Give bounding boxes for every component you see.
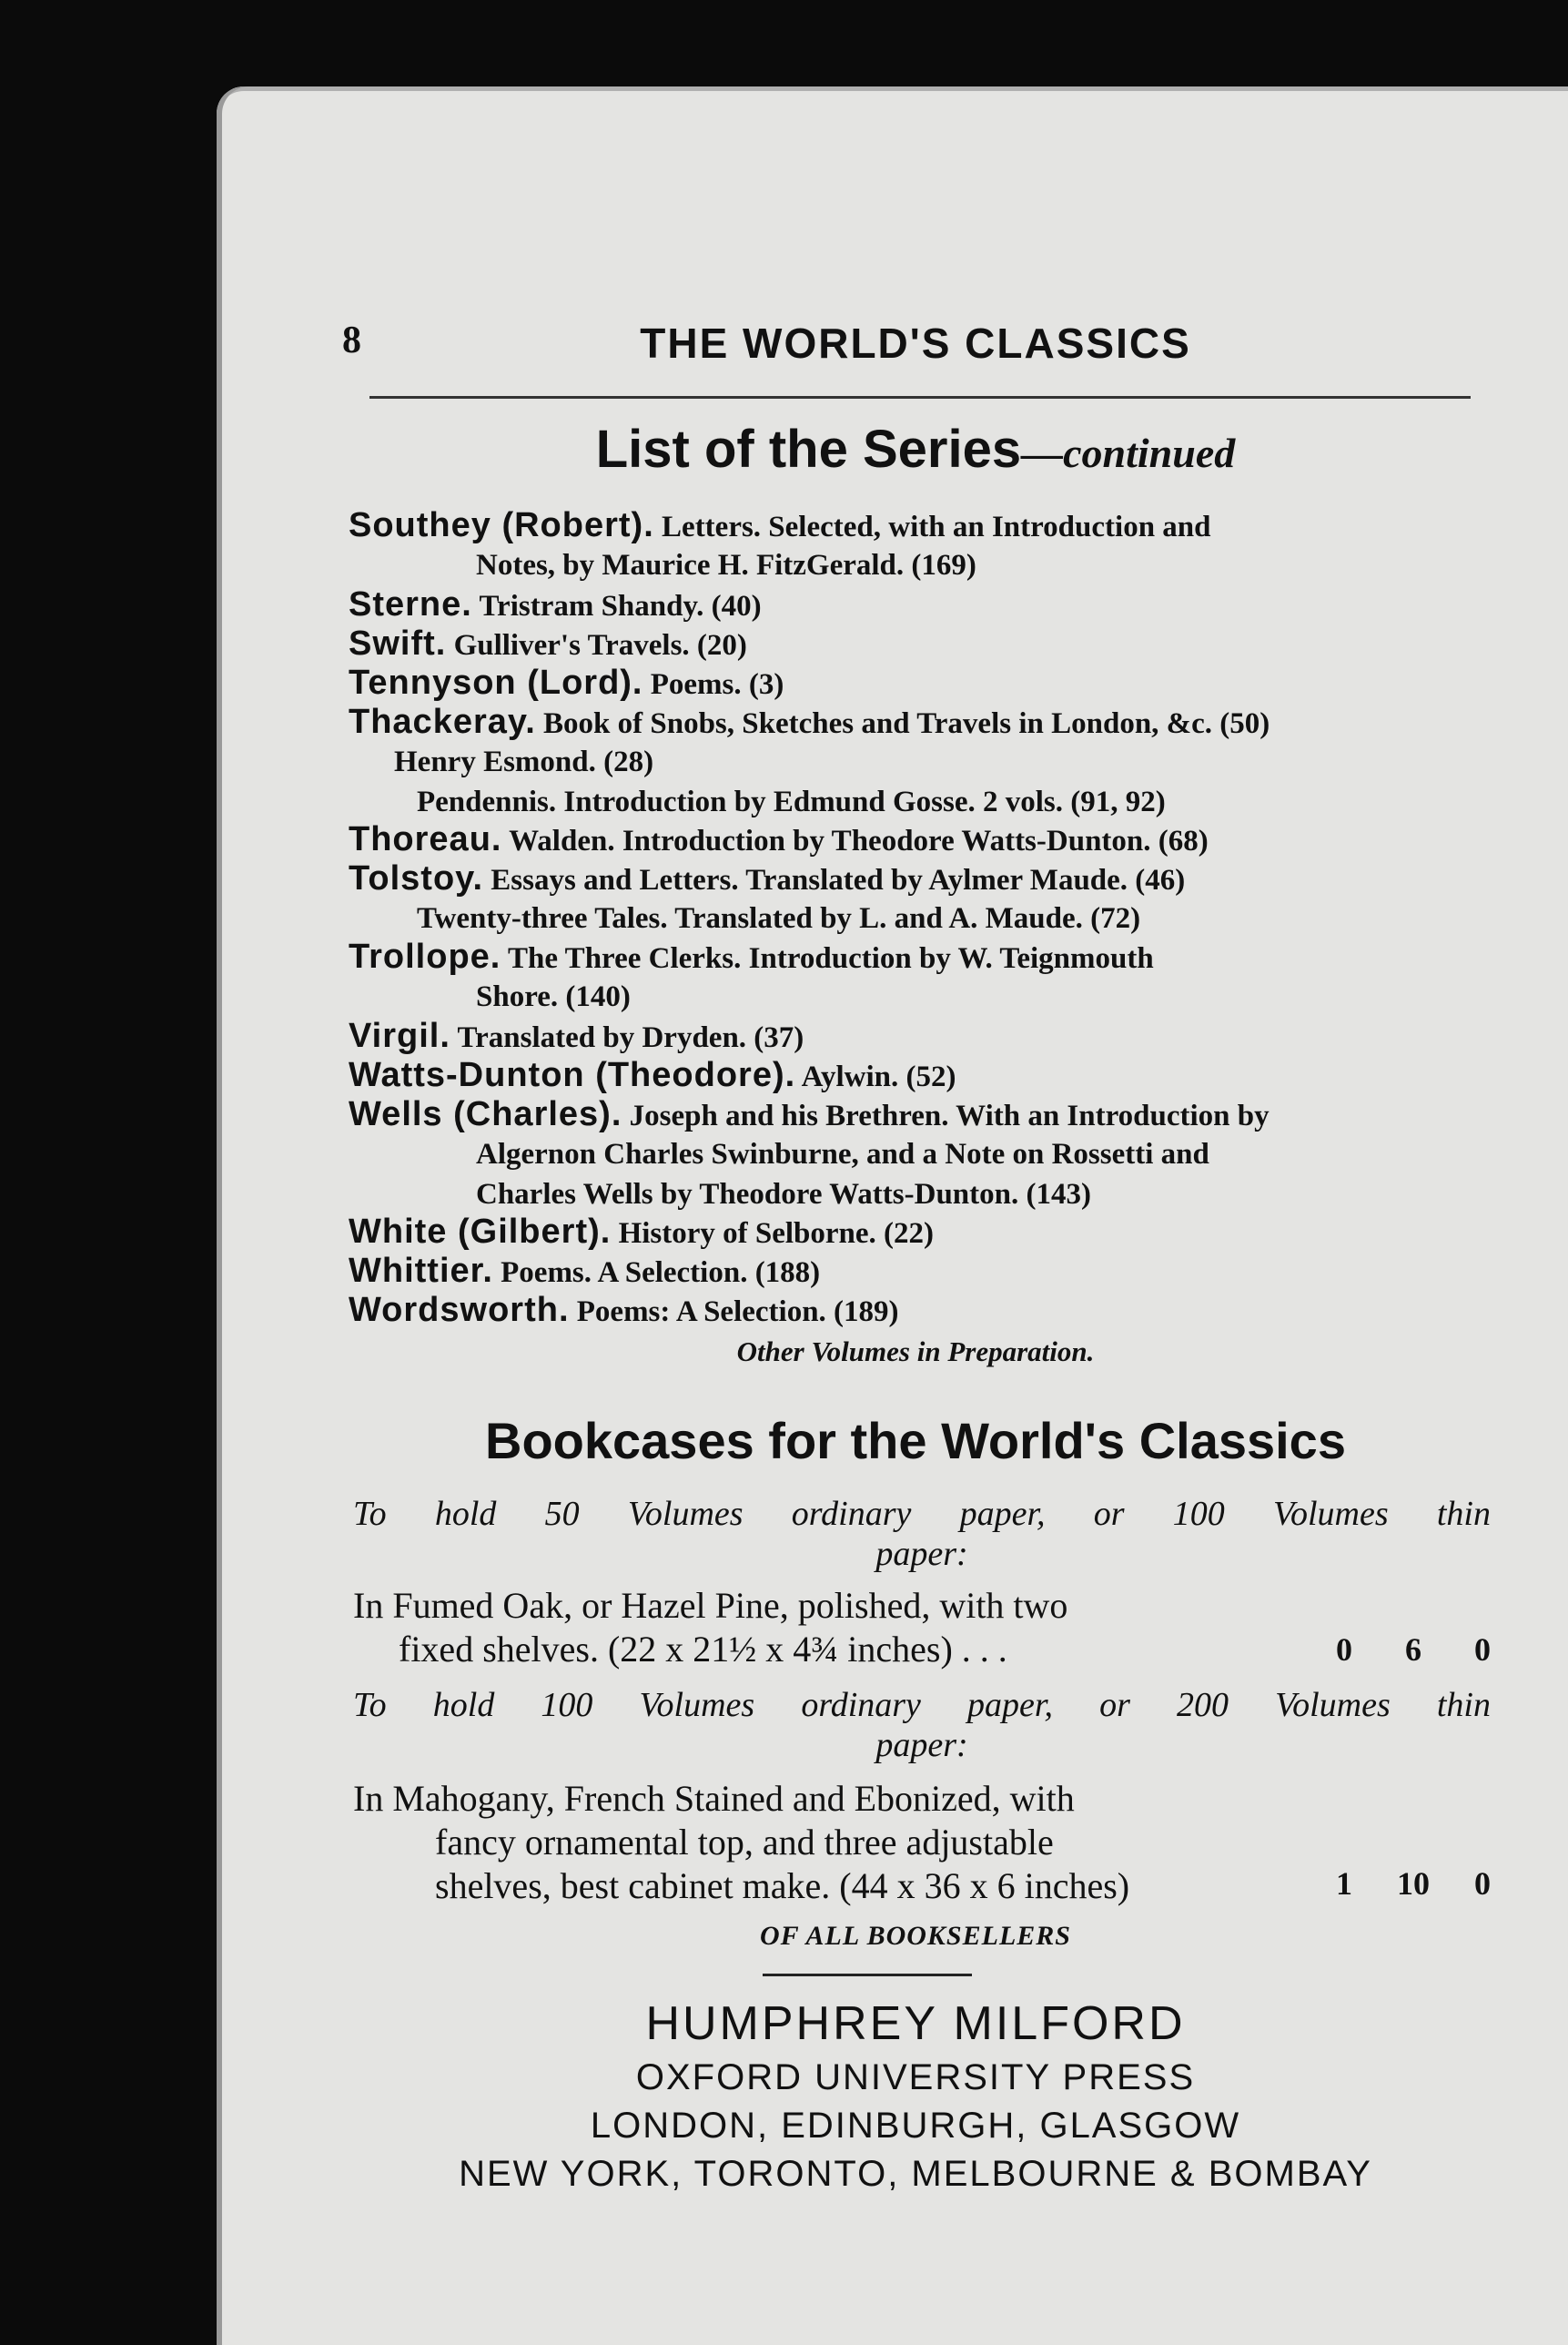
entry-author: White (Gilbert). — [349, 1213, 612, 1251]
entry-continuation: Charles Wells by Theodore Watts-Dunton. (143) — [476, 1178, 1091, 1211]
bookcases-title: Bookcases for the World's Classics — [485, 1412, 1346, 1469]
entry-author: Wordsworth. — [349, 1291, 570, 1329]
publisher-name: HUMPHREY MILFORD — [645, 1997, 1186, 2050]
bookcase-desc-line: fancy ornamental top, and three adjustable — [435, 1822, 1054, 1863]
entry-author: Thackeray. — [349, 703, 536, 741]
entry-text: Joseph and his Brethren. With an Introduction by — [629, 1100, 1270, 1132]
entry-text: Poems. (3) — [650, 668, 784, 701]
entry-continuation: Pendennis. Introduction by Edmund Gosse. 2 vols. (91, 92) — [417, 786, 1166, 818]
entry-text: Book of Snobs, Sketches and Travels in London, &c. (50) — [543, 707, 1270, 740]
price-shillings: 10 — [1397, 1865, 1430, 1902]
entry-author: Virgil. — [349, 1017, 450, 1055]
entry-author: Swift. — [349, 624, 447, 663]
list-item — [349, 505, 1493, 582]
list-item — [349, 1290, 1493, 1332]
entry-continuation: Shore. (140) — [476, 980, 631, 1013]
entry-text: Translated by Dryden. (37) — [457, 1021, 804, 1054]
booksellers-note: OF ALL BOOKSELLERS — [760, 1921, 1071, 1951]
entry-author: Watts-Dunton (Theodore). — [349, 1056, 796, 1094]
bookcase-desc-line: In Mahogany, French Stained and Ebonized, with — [353, 1778, 1075, 1819]
bookcase-desc-line: shelves, best cabinet make. (44 x 36 x 6 inches) — [435, 1865, 1130, 1906]
entry-author: Southey (Robert). — [349, 506, 654, 544]
series-continued: —continued — [1021, 430, 1236, 476]
entry-continuation: Notes, by Maurice H. FitzGerald. (169) — [476, 549, 976, 582]
list-item — [349, 858, 1493, 935]
list-item — [349, 624, 1493, 665]
list-item — [349, 1094, 1493, 1211]
list-item — [349, 1055, 1493, 1097]
entry-author: Whittier. — [349, 1252, 493, 1290]
entry-continuation: Twenty-three Tales. Translated by L. and A. Maude. (72) — [417, 902, 1141, 935]
cities-line-2: NEW YORK, TORONTO, MELBOURNE & BOMBAY — [459, 2154, 1372, 2194]
list-item — [349, 702, 1493, 818]
bookcase-price — [1336, 1864, 1491, 1903]
entry-text: Walden. Introduction by Theodore Watts-Dunton. (68) — [509, 825, 1209, 858]
list-item — [349, 1212, 1493, 1254]
entry-author: Tolstoy. — [349, 859, 484, 898]
entry-author: Sterne. — [349, 585, 472, 624]
price-pounds: 0 — [1336, 1631, 1352, 1668]
bookcase-price — [1336, 1630, 1491, 1669]
list-item — [349, 663, 1493, 705]
book-page — [217, 86, 1568, 2345]
bookcase-heading-cont: paper: — [875, 1726, 968, 1764]
entry-text: The Three Clerks. Introduction by W. Teignmouth — [508, 942, 1154, 975]
list-item — [349, 1016, 1493, 1058]
entry-author: Thoreau. — [349, 820, 502, 858]
list-item — [349, 819, 1493, 861]
press-name: OXFORD UNIVERSITY PRESS — [635, 2057, 1196, 2097]
bookcase-heading: To hold 100 Volumes ordinary paper, or 200 Volumes thin — [353, 1686, 1491, 1724]
list-item — [349, 584, 1493, 626]
entry-text: Poems: A Selection. (189) — [576, 1295, 899, 1328]
preparation-note: Other Volumes in Preparation. — [736, 1335, 1095, 1367]
entry-continuation: Algernon Charles Swinburne, and a Note on Rossetti and — [476, 1138, 1209, 1171]
cities-line-1: LONDON, EDINBURGH, GLASGOW — [590, 2106, 1241, 2146]
entry-author: Wells (Charles). — [349, 1095, 622, 1133]
bookcase-desc-line: In Fumed Oak, or Hazel Pine, polished, with two — [353, 1585, 1068, 1626]
entry-text: History of Selborne. (22) — [618, 1217, 935, 1250]
list-item — [349, 1251, 1493, 1293]
entry-text: Poems. A Selection. (188) — [501, 1256, 821, 1289]
entry-text: Essays and Letters. Translated by Aylmer Maude. (46) — [491, 864, 1186, 897]
imprint-rule — [763, 1974, 972, 1976]
entry-author: Tennyson (Lord). — [349, 664, 643, 702]
series-title — [342, 419, 1489, 480]
running-title: THE WORLD'S CLASSICS — [640, 320, 1191, 367]
entry-text: Tristram Shandy. (40) — [479, 590, 762, 623]
entry-text: Aylwin. (52) — [801, 1061, 956, 1093]
entry-text: Letters. Selected, with an Introduction and — [662, 511, 1211, 543]
price-shillings: 6 — [1405, 1631, 1421, 1668]
bookcase-heading-cont: paper: — [875, 1535, 968, 1573]
entry-author: Trollope. — [349, 938, 501, 976]
price-pounds: 1 — [1336, 1865, 1352, 1902]
running-head — [342, 319, 1489, 373]
price-pence: 0 — [1474, 1631, 1491, 1668]
bookcase-description — [353, 1777, 1263, 1908]
bookcase-description — [353, 1584, 1263, 1671]
entry-text: Gulliver's Travels. (20) — [453, 629, 747, 662]
list-item — [349, 937, 1493, 1013]
page-number: 8 — [342, 320, 361, 361]
bookcase-heading: To hold 50 Volumes ordinary paper, or 100 Volumes thin — [353, 1495, 1491, 1533]
series-title-text: List of the Series — [595, 420, 1022, 479]
bookcase-desc-line: fixed shelves. (22 x 21½ x 4¾ inches) . . . — [399, 1629, 1007, 1670]
entry-continuation: Henry Esmond. (28) — [394, 746, 654, 778]
price-pence: 0 — [1474, 1865, 1491, 1902]
header-rule — [369, 396, 1471, 399]
